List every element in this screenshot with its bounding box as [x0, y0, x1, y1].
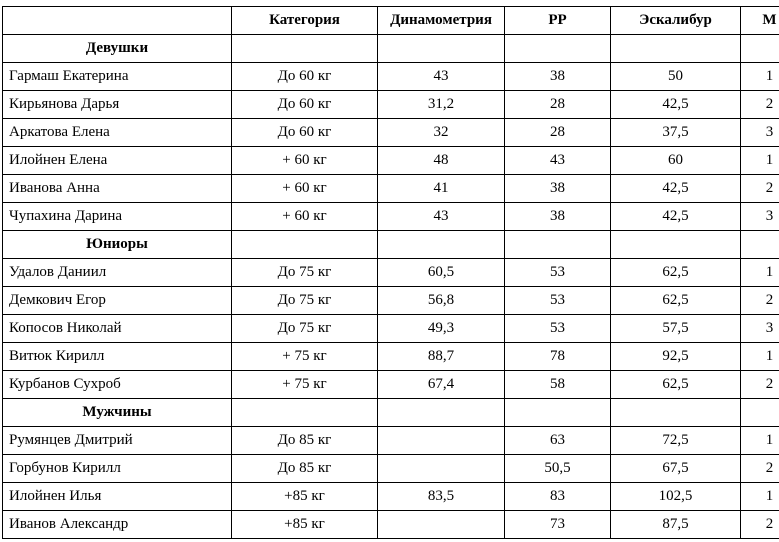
table-row — [3, 455, 779, 483]
empty-cell — [378, 399, 505, 427]
empty-cell — [741, 231, 779, 259]
cell-category: + 60 кг — [232, 147, 378, 175]
cell-name: Иванов Александр — [3, 511, 232, 539]
table-row — [3, 259, 779, 287]
table-row — [3, 371, 779, 399]
empty-cell — [232, 399, 378, 427]
table-row — [3, 343, 779, 371]
cell-dynamometry: 60,5 — [378, 259, 505, 287]
cell-pp: 38 — [505, 175, 611, 203]
table-row — [3, 287, 779, 315]
cell-place: 2 — [741, 371, 779, 399]
cell-category: До 85 кг — [232, 455, 378, 483]
table-body — [3, 35, 779, 539]
cell-dynamometry: 41 — [378, 175, 505, 203]
cell-dynamometry: 48 — [378, 147, 505, 175]
cell-category: До 60 кг — [232, 91, 378, 119]
cell-pp: 38 — [505, 63, 611, 91]
cell-name: Чупахина Дарина — [3, 203, 232, 231]
cell-pp: 53 — [505, 315, 611, 343]
header-place: М — [741, 7, 779, 35]
empty-cell — [505, 231, 611, 259]
cell-pp: 53 — [505, 259, 611, 287]
cell-place: 1 — [741, 343, 779, 371]
cell-category: + 75 кг — [232, 343, 378, 371]
cell-dynamometry — [378, 455, 505, 483]
header-excalibur: Эскалибур — [611, 7, 741, 35]
empty-cell — [505, 35, 611, 63]
cell-dynamometry: 56,8 — [378, 287, 505, 315]
cell-excalibur: 60 — [611, 147, 741, 175]
cell-place: 3 — [741, 119, 779, 147]
table-row — [3, 483, 779, 511]
empty-cell — [741, 399, 779, 427]
cell-place: 1 — [741, 483, 779, 511]
cell-excalibur: 87,5 — [611, 511, 741, 539]
empty-cell — [611, 399, 741, 427]
cell-dynamometry: 32 — [378, 119, 505, 147]
cell-place: 2 — [741, 175, 779, 203]
cell-name: Курбанов Сухроб — [3, 371, 232, 399]
cell-excalibur: 62,5 — [611, 259, 741, 287]
cell-place: 1 — [741, 259, 779, 287]
empty-cell — [611, 35, 741, 63]
results-document — [2, 6, 779, 539]
cell-dynamometry — [378, 511, 505, 539]
cell-pp: 38 — [505, 203, 611, 231]
cell-pp: 58 — [505, 371, 611, 399]
empty-cell — [611, 231, 741, 259]
section-title: Мужчины — [3, 399, 232, 427]
cell-category: +85 кг — [232, 483, 378, 511]
cell-dynamometry: 83,5 — [378, 483, 505, 511]
cell-category: До 85 кг — [232, 427, 378, 455]
cell-category: + 60 кг — [232, 175, 378, 203]
empty-cell — [232, 231, 378, 259]
cell-excalibur: 72,5 — [611, 427, 741, 455]
section-row — [3, 399, 779, 427]
cell-pp: 28 — [505, 119, 611, 147]
header-category: Категория — [232, 7, 378, 35]
cell-place: 2 — [741, 287, 779, 315]
cell-excalibur: 62,5 — [611, 287, 741, 315]
cell-name: Румянцев Дмитрий — [3, 427, 232, 455]
cell-excalibur: 92,5 — [611, 343, 741, 371]
cell-dynamometry: 67,4 — [378, 371, 505, 399]
cell-dynamometry: 88,7 — [378, 343, 505, 371]
empty-cell — [505, 399, 611, 427]
cell-pp: 78 — [505, 343, 611, 371]
table-row — [3, 91, 779, 119]
cell-pp: 73 — [505, 511, 611, 539]
cell-name: Витюк Кирилл — [3, 343, 232, 371]
cell-name: Копосов Николай — [3, 315, 232, 343]
cell-name: Иванова Анна — [3, 175, 232, 203]
cell-pp: 43 — [505, 147, 611, 175]
cell-excalibur: 50 — [611, 63, 741, 91]
table-row — [3, 203, 779, 231]
cell-name: Илойнен Елена — [3, 147, 232, 175]
empty-cell — [741, 35, 779, 63]
cell-name: Удалов Даниил — [3, 259, 232, 287]
empty-cell — [378, 231, 505, 259]
empty-cell — [378, 35, 505, 63]
table-row — [3, 511, 779, 539]
cell-excalibur: 42,5 — [611, 203, 741, 231]
cell-dynamometry: 49,3 — [378, 315, 505, 343]
cell-excalibur: 57,5 — [611, 315, 741, 343]
table-row — [3, 175, 779, 203]
cell-place: 2 — [741, 455, 779, 483]
cell-name: Демкович Егор — [3, 287, 232, 315]
header-dynamometry: Динамометрия — [378, 7, 505, 35]
section-title: Юниоры — [3, 231, 232, 259]
cell-dynamometry: 43 — [378, 63, 505, 91]
cell-excalibur: 42,5 — [611, 91, 741, 119]
cell-excalibur: 42,5 — [611, 175, 741, 203]
empty-cell — [232, 35, 378, 63]
cell-excalibur: 67,5 — [611, 455, 741, 483]
cell-pp: 50,5 — [505, 455, 611, 483]
cell-category: До 75 кг — [232, 259, 378, 287]
cell-excalibur: 102,5 — [611, 483, 741, 511]
cell-dynamometry — [378, 427, 505, 455]
cell-pp: 63 — [505, 427, 611, 455]
table-row — [3, 427, 779, 455]
cell-pp: 53 — [505, 287, 611, 315]
header-row — [3, 7, 779, 35]
cell-pp: 28 — [505, 91, 611, 119]
table-row — [3, 315, 779, 343]
cell-category: + 60 кг — [232, 203, 378, 231]
section-title: Девушки — [3, 35, 232, 63]
cell-place: 1 — [741, 63, 779, 91]
cell-name: Аркатова Елена — [3, 119, 232, 147]
cell-category: +85 кг — [232, 511, 378, 539]
section-row — [3, 35, 779, 63]
cell-category: До 75 кг — [232, 287, 378, 315]
cell-excalibur: 37,5 — [611, 119, 741, 147]
table-row — [3, 119, 779, 147]
cell-excalibur: 62,5 — [611, 371, 741, 399]
cell-name: Кирьянова Дарья — [3, 91, 232, 119]
cell-pp: 83 — [505, 483, 611, 511]
cell-category: + 75 кг — [232, 371, 378, 399]
header-name — [3, 7, 232, 35]
cell-category: До 75 кг — [232, 315, 378, 343]
cell-place: 3 — [741, 315, 779, 343]
results-table — [2, 6, 779, 539]
cell-place: 1 — [741, 427, 779, 455]
cell-place: 3 — [741, 203, 779, 231]
cell-name: Гармаш Екатерина — [3, 63, 232, 91]
table-row — [3, 63, 779, 91]
cell-place: 2 — [741, 511, 779, 539]
cell-dynamometry: 31,2 — [378, 91, 505, 119]
cell-place: 2 — [741, 91, 779, 119]
section-row — [3, 231, 779, 259]
cell-category: До 60 кг — [232, 119, 378, 147]
header-pp: PP — [505, 7, 611, 35]
cell-dynamometry: 43 — [378, 203, 505, 231]
table-row — [3, 147, 779, 175]
cell-name: Илойнен Илья — [3, 483, 232, 511]
cell-name: Горбунов Кирилл — [3, 455, 232, 483]
cell-place: 1 — [741, 147, 779, 175]
cell-category: До 60 кг — [232, 63, 378, 91]
